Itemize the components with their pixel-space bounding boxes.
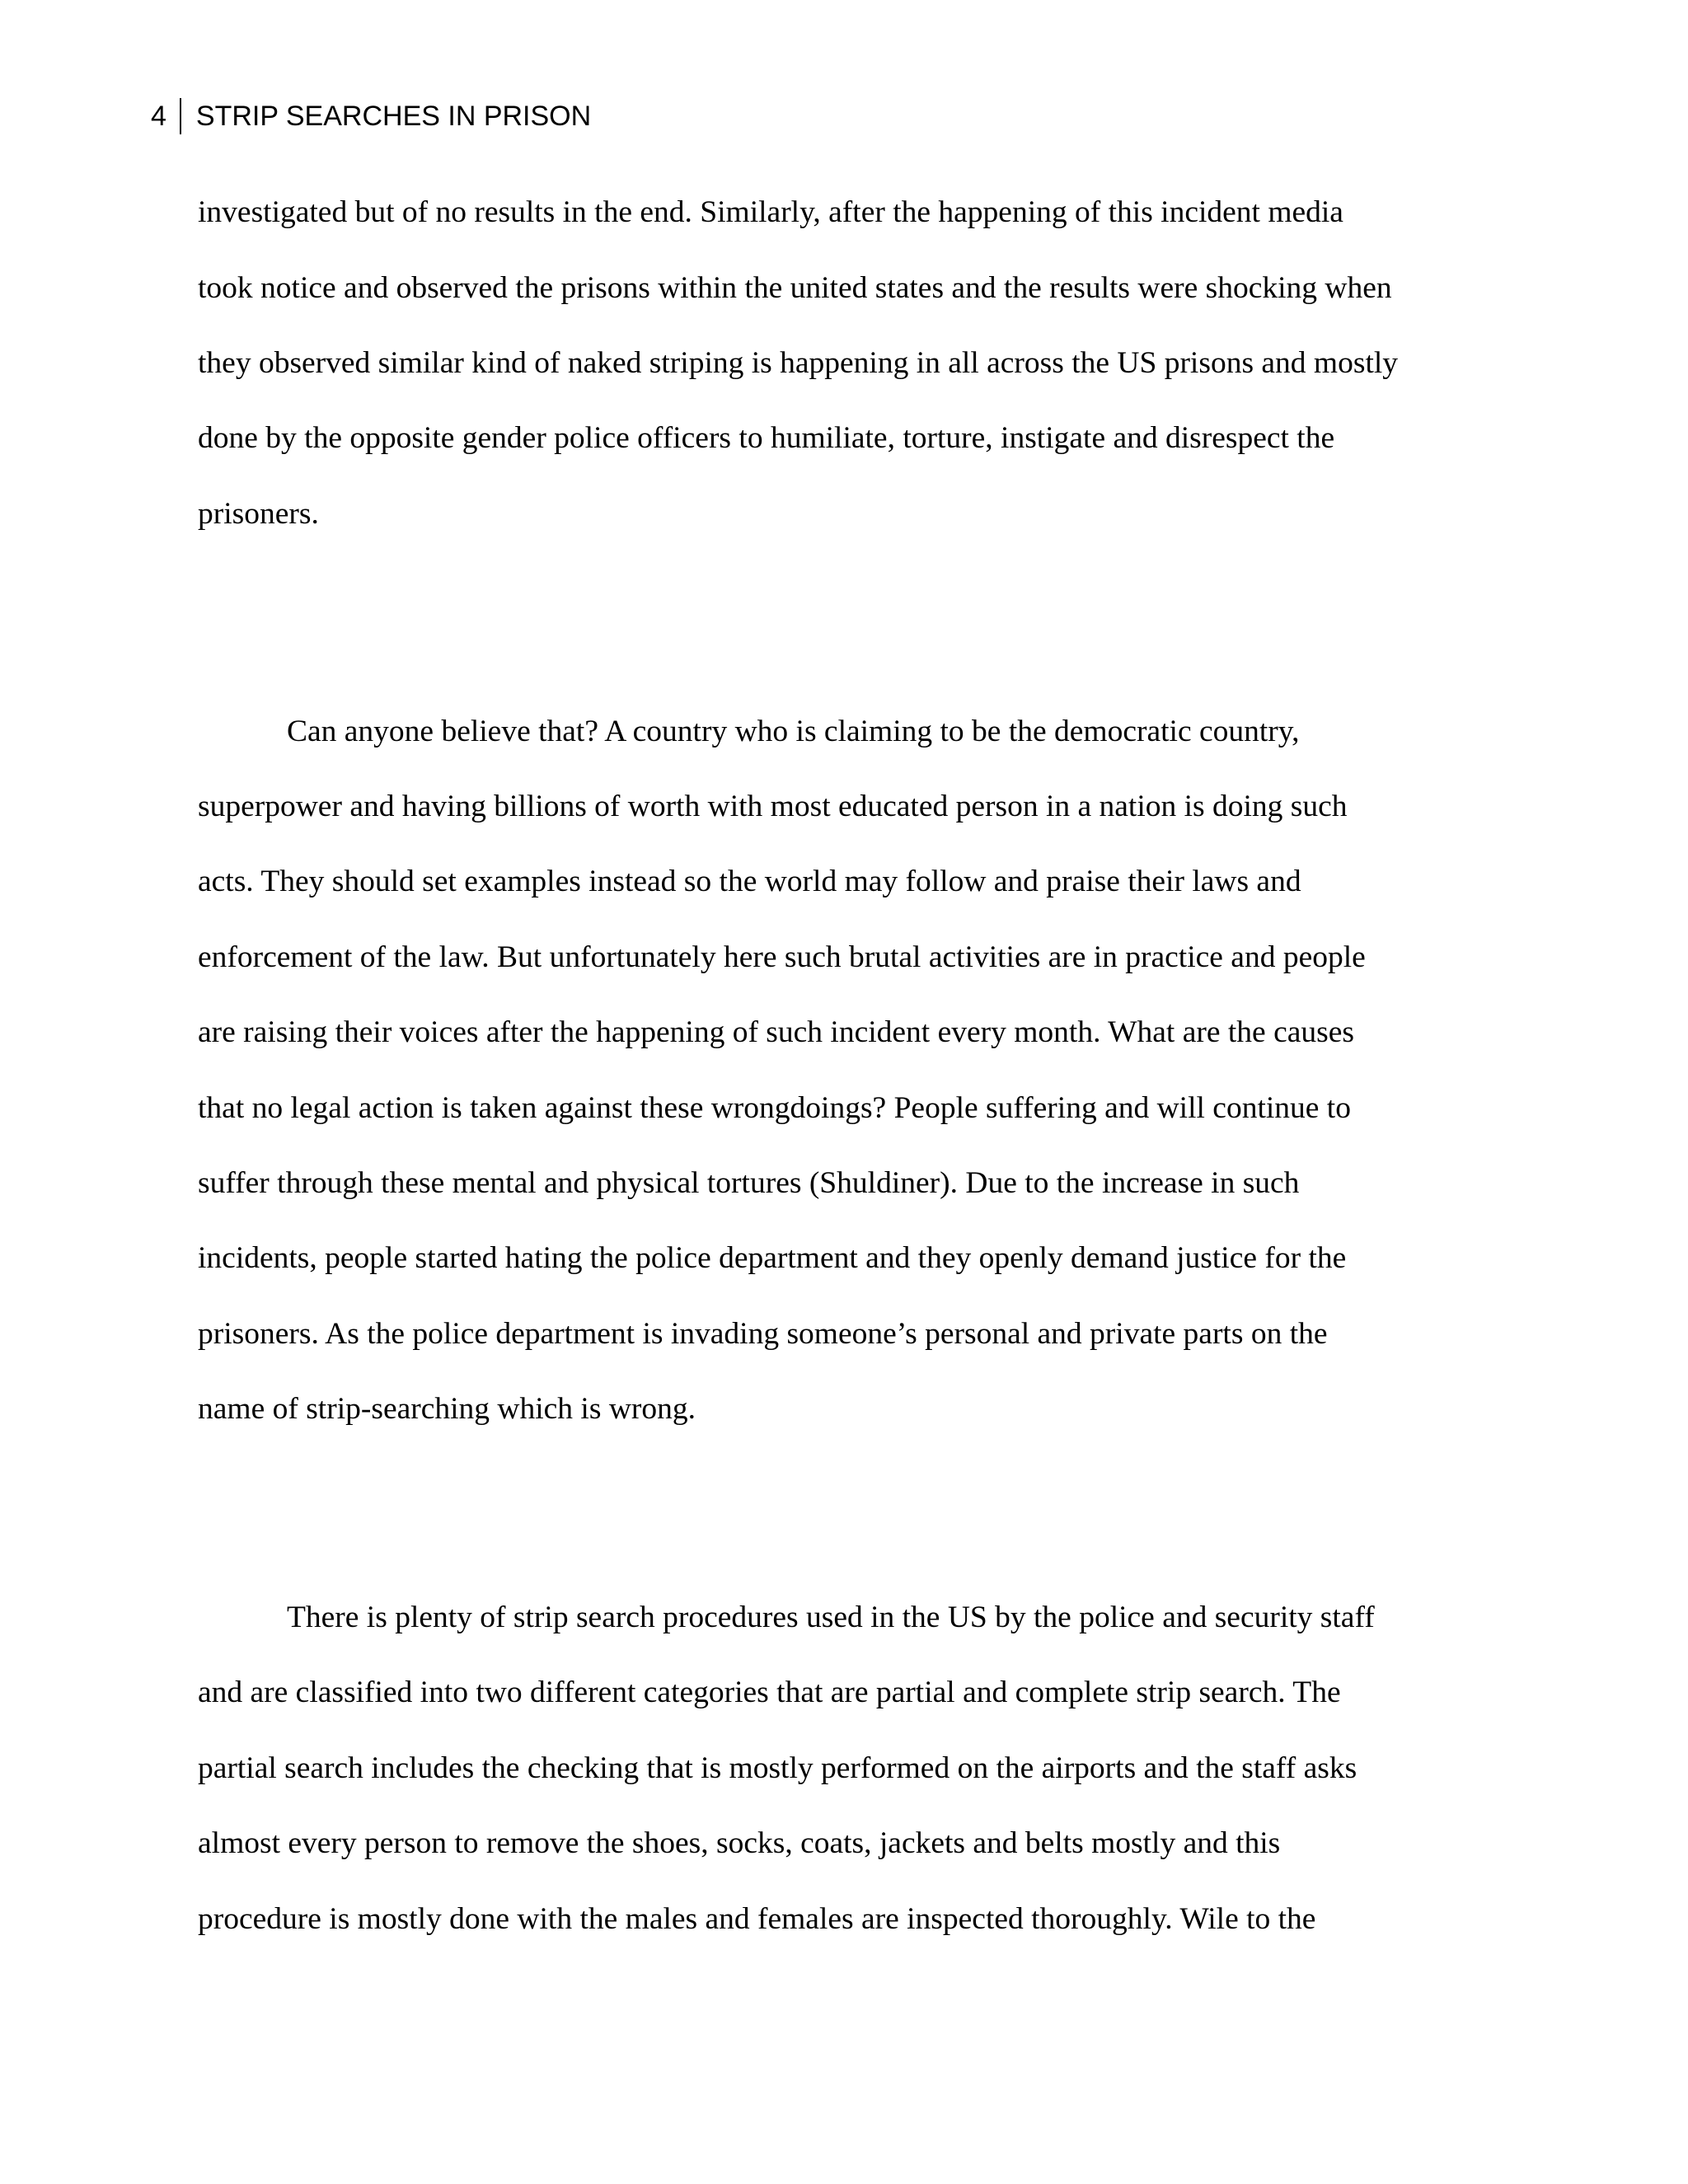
header-separator [180,98,181,134]
paragraph-line: are raising their voices after the happening of such incident every month. What are the causes [198,1015,1354,1049]
paragraph-line: There is plenty of strip search procedures used in the US by the police and security staff [287,1601,1375,1634]
running-header [151,97,591,135]
paragraph-line: acts. They should set examples instead so the world may follow and praise their laws and [198,865,1301,898]
paragraph-line: almost every person to remove the shoes, socks, coats, jackets and belts mostly and this [198,1826,1281,1860]
paragraph-line: took notice and observed the prisons within the united states and the results were shocking when [198,271,1392,305]
paragraph-line: partial search includes the checking that is mostly performed on the airports and the staff asks [198,1751,1357,1785]
paragraph-line: name of strip-searching which is wrong. [198,1392,696,1426]
paragraph-line: prisoners. As the police department is invading someone’s personal and private parts on the [198,1317,1328,1351]
paragraph-line: that no legal action is taken against these wrongdoings? People suffering and will continue to [198,1091,1351,1125]
paragraph-line: they observed similar kind of naked striping is happening in all across the US prisons and mostly [198,346,1399,380]
paragraph-line: done by the opposite gender police officers to humiliate, torture, instigate and disrespect the [198,421,1335,455]
running-title: STRIP SEARCHES IN PRISON [195,101,592,132]
paragraph-line: procedure is mostly done with the males and females are inspected thoroughly. Wile to the [198,1902,1316,1936]
page-number: 4 [151,101,166,132]
paragraph-line: superpower and having billions of worth with most educated person in a nation is doing such [198,790,1348,823]
paragraph-line: suffer through these mental and physical tortures (Shuldiner). Due to the increase in such [198,1166,1300,1200]
paragraph-line: Can anyone believe that? A country who is claiming to be the democratic country, [287,715,1300,748]
paragraph-line: enforcement of the law. But unfortunately here such brutal activities are in practice and people [198,940,1366,974]
paragraph-line: incidents, people started hating the police department and they openly demand justice for the [198,1241,1347,1275]
paragraph-line: prisoners. [198,497,319,531]
paragraph-line: investigated but of no results in the end. Similarly, after the happening of this incident media [198,195,1343,229]
paragraph-line: and are classified into two different categories that are partial and complete strip search. The [198,1675,1341,1709]
